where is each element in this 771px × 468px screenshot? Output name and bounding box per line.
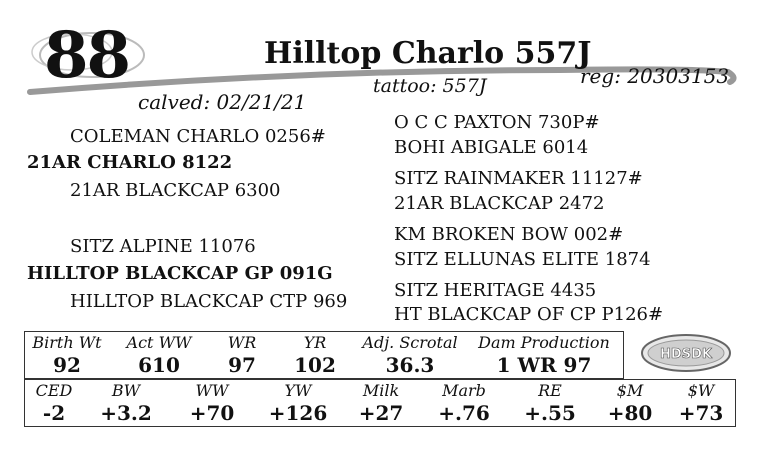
pedigree-sire: 21AR CHARLO 8122 xyxy=(27,152,233,173)
epd-header: $W xyxy=(687,380,715,400)
logo-text: HDSDK xyxy=(660,347,712,362)
epd-header: BW xyxy=(111,380,141,400)
pedigree-dam: HILLTOP BLACKCAP GP 091G xyxy=(27,263,333,284)
calved-date: calved: 02/21/21 xyxy=(138,90,307,114)
perf-header: Dam Production xyxy=(478,332,610,352)
perf-value: 97 xyxy=(228,353,256,377)
perf-header: WR xyxy=(227,332,257,352)
epd-table xyxy=(24,379,736,427)
pedigree-right-4: 21AR BLACKCAP 2472 xyxy=(394,193,605,214)
perf-value: 102 xyxy=(294,353,336,377)
perf-header: YR xyxy=(303,332,327,352)
perf-header: Act WW xyxy=(126,332,192,352)
pedigree-right-3: SITZ RAINMAKER 11127# xyxy=(394,168,643,189)
pedigree-sire-sire: COLEMAN CHARLO 0256# xyxy=(70,126,326,147)
perf-value: 610 xyxy=(138,353,180,377)
pedigree-dam-sire: SITZ ALPINE 11076 xyxy=(70,236,256,257)
tattoo: tattoo: 557J xyxy=(373,75,487,97)
epd-header: Marb xyxy=(442,380,486,400)
epd-value: +27 xyxy=(358,401,404,425)
epd-header: YW xyxy=(284,380,312,400)
perf-value: 92 xyxy=(53,353,81,377)
epd-value: +.76 xyxy=(438,401,490,425)
epd-value: +126 xyxy=(268,401,328,425)
epd-header: WW xyxy=(195,380,229,400)
epd-value: +73 xyxy=(678,401,724,425)
epd-value: -2 xyxy=(42,401,66,425)
pedigree-right-1: O C C PAXTON 730P# xyxy=(394,112,600,133)
perf-value: 1 WR 97 xyxy=(496,353,592,377)
animal-name: Hilltop Charlo 557J xyxy=(264,36,592,71)
epd-value: +.55 xyxy=(524,401,576,425)
perf-header: Birth Wt xyxy=(32,332,102,352)
lot-number: 88 xyxy=(44,18,130,93)
pedigree-dam-dam: HILLTOP BLACKCAP CTP 969 xyxy=(70,291,348,312)
pedigree-right-6: SITZ ELLUNAS ELITE 1874 xyxy=(394,249,651,270)
perf-header: Adj. Scrotal xyxy=(362,332,458,352)
pedigree-right-2: BOHI ABIGALE 6014 xyxy=(394,137,589,158)
registration-number: reg: 20303153 xyxy=(580,64,730,88)
pedigree-right-7: SITZ HERITAGE 4435 xyxy=(394,280,597,301)
epd-header: CED xyxy=(35,380,73,400)
hdsdk-logo xyxy=(639,332,733,378)
performance-table xyxy=(24,331,624,379)
pedigree-right-5: KM BROKEN BOW 002# xyxy=(394,224,624,245)
epd-header: Milk xyxy=(362,380,400,400)
epd-value: +70 xyxy=(189,401,235,425)
pedigree-sire-dam: 21AR BLACKCAP 6300 xyxy=(70,180,281,201)
epd-value: +80 xyxy=(607,401,653,425)
epd-value: +3.2 xyxy=(100,401,152,425)
epd-header: $M xyxy=(616,380,644,400)
pedigree-right-8: HT BLACKCAP OF CP P126# xyxy=(394,304,664,325)
epd-header: RE xyxy=(538,380,562,400)
perf-value: 36.3 xyxy=(385,353,435,377)
